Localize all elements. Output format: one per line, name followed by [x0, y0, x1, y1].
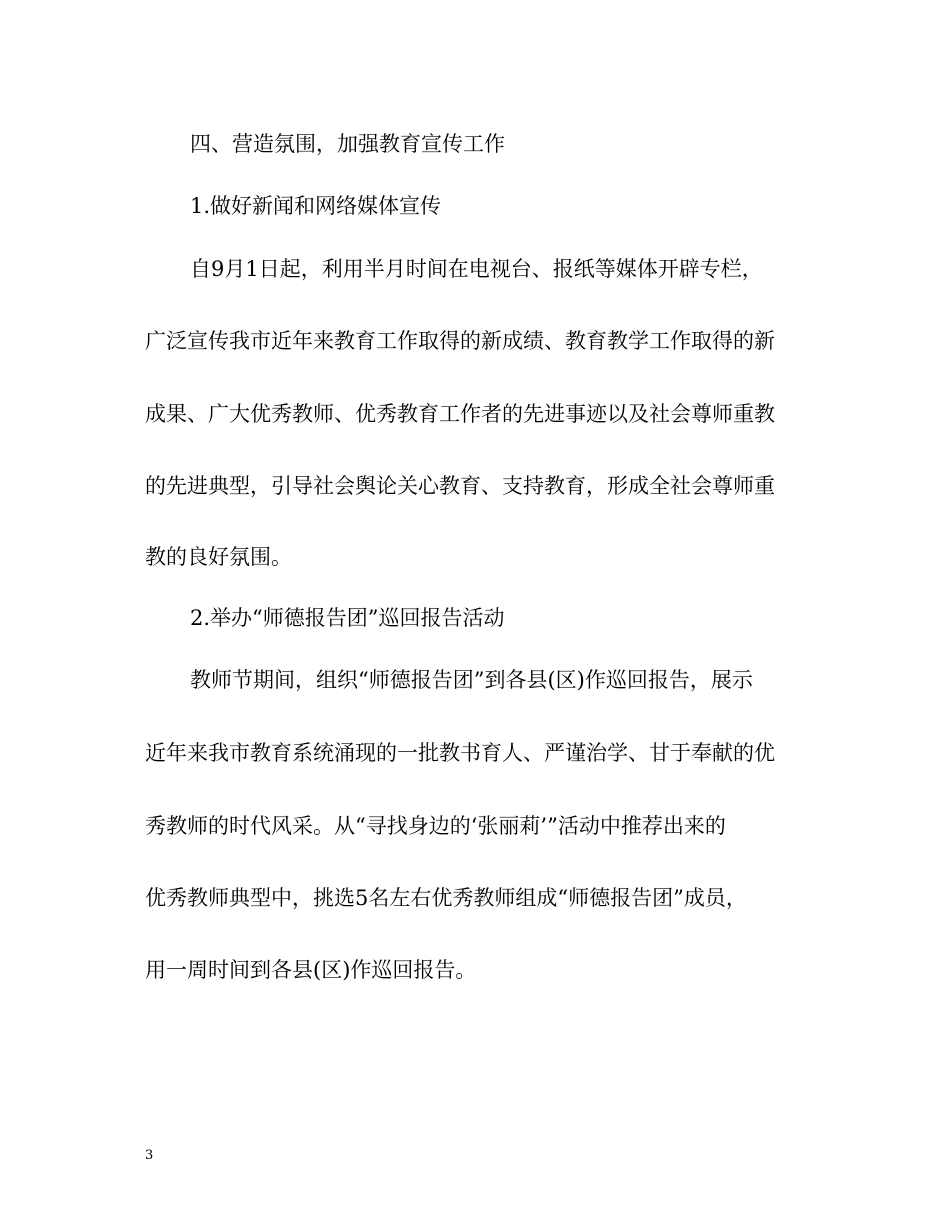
paragraph-2-line-1: 教师节期间，组织“师德报告团”到各县(区)作巡回报告，展示: [190, 668, 753, 692]
paragraph-2-line-4: 优秀教师典型中，挑选5名左右优秀教师组成“师德报告团”成员，: [145, 886, 747, 910]
paragraph-2-line-2: 近年来我市教育系统涌现的一批教书育人、严谨治学、甘于奉献的优: [145, 741, 775, 765]
subsection-heading-2: 2.举办“师德报告团”巡回报告活动: [190, 606, 505, 630]
paragraph-1-line-4: 的先进典型，引导社会舆论关心教育、支持教育，形成全社会尊师重: [145, 474, 775, 498]
section-heading: 四、营造氛围，加强教育宣传工作: [190, 132, 505, 156]
paragraph-2-line-3: 秀教师的时代风采。从“寻找身边的‘张丽莉’”活动中推荐出来的: [145, 814, 726, 838]
subsection-heading-1: 1.做好新闻和网络媒体宣传: [190, 194, 442, 218]
page-number: 3: [145, 1148, 154, 1163]
paragraph-1-line-2: 广泛宣传我市近年来教育工作取得的新成绩、教育教学工作取得的新: [145, 329, 775, 353]
paragraph-2-line-5: 用一周时间到各县(区)作巡回报告。: [145, 958, 477, 982]
paragraph-1-line-1: 自9月1日起，利用半月时间在电视台、报纸等媒体开辟专栏，: [190, 257, 763, 281]
paragraph-1-line-5: 教的良好氛围。: [145, 545, 292, 569]
paragraph-1-line-3: 成果、广大优秀教师、优秀教育工作者的先进事迹以及社会尊师重教: [145, 402, 775, 426]
